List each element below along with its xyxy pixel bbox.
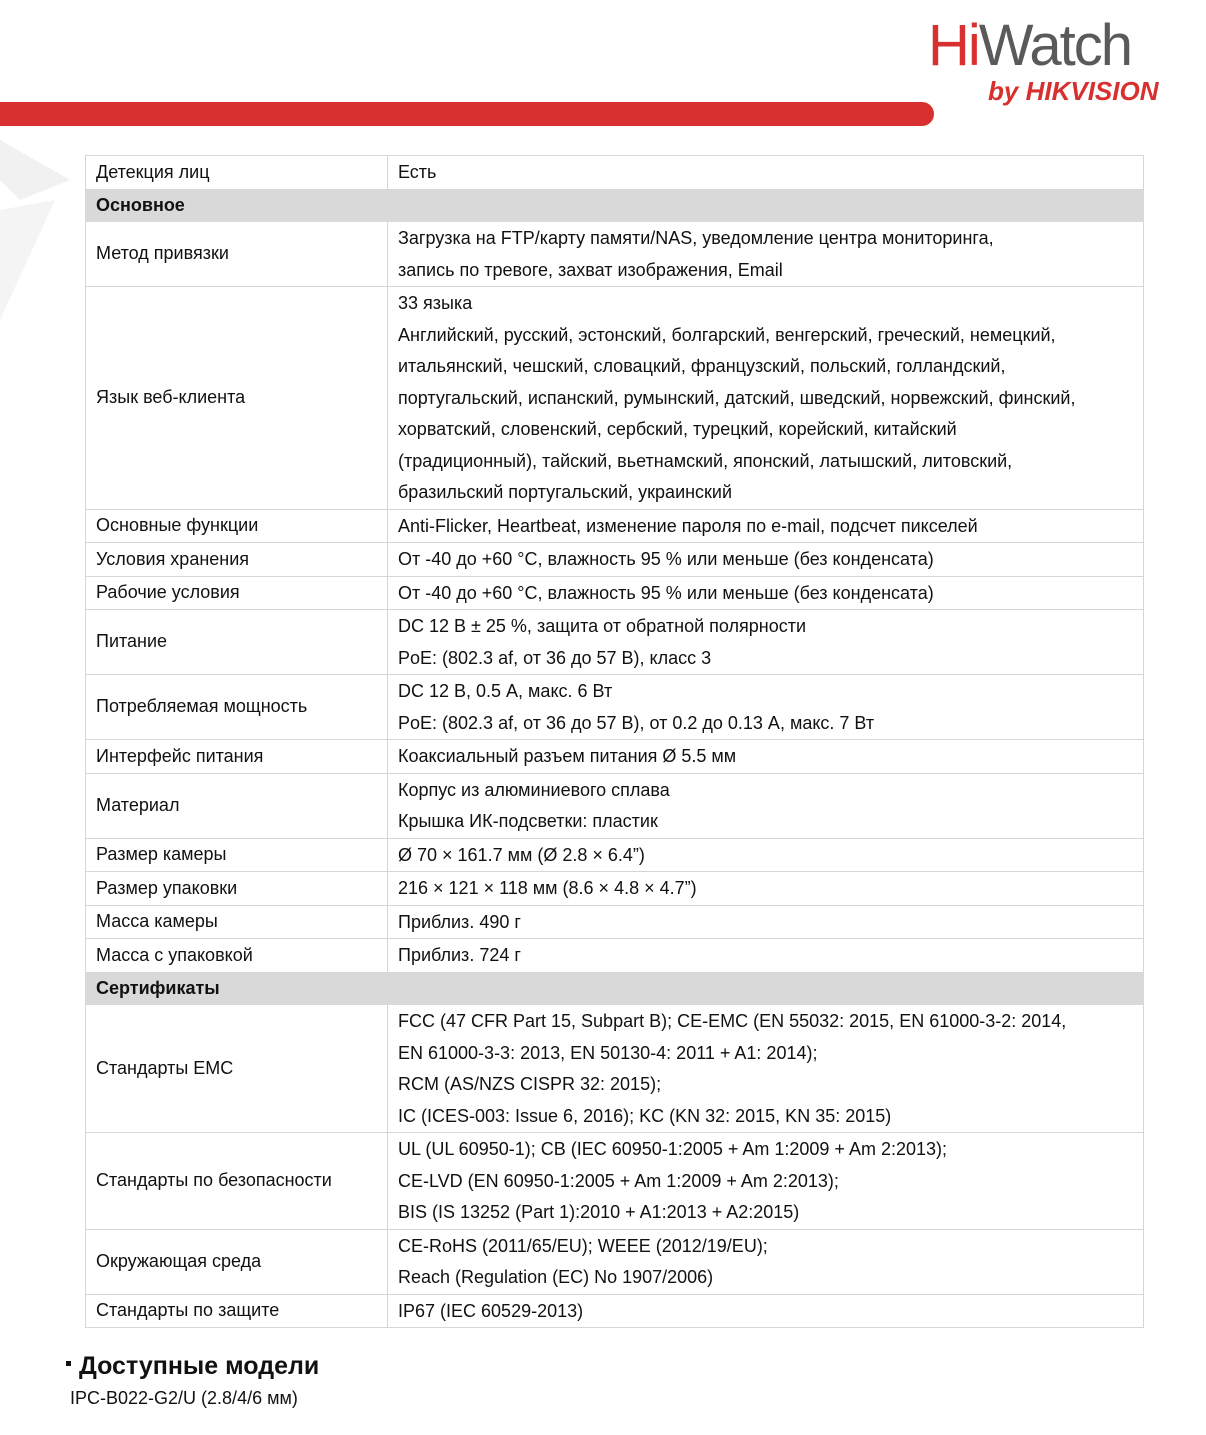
- watermark-shape: [0, 140, 80, 340]
- logo-byline: [988, 76, 1159, 107]
- spec-value: [388, 838, 1144, 872]
- spec-value-line: 216 × 121 × 118 мм (8.6 × 4.8 × 4.7”): [398, 878, 697, 898]
- spec-value-line: хорватский, словенский, сербский, турецкий, корейский, китайский: [398, 419, 957, 439]
- model-item: IPC-B022-G2/U (2.8/4/6 мм): [70, 1388, 298, 1408]
- spec-value: [388, 773, 1144, 838]
- spec-value: [388, 905, 1144, 939]
- logo-by: by: [988, 76, 1019, 106]
- available-models-heading: [66, 1352, 319, 1381]
- spec-row: [86, 675, 1144, 740]
- spec-label: Детекция лиц: [86, 156, 388, 190]
- spec-value: [388, 610, 1144, 675]
- spec-value-line: От -40 до +60 °C, влажность 95 % или меньше (без конденсата): [398, 549, 934, 569]
- spec-value: [388, 872, 1144, 906]
- spec-label: Питание: [86, 610, 388, 675]
- spec-value-line: Anti-Flicker, Heartbeat, изменение пароля по e-mail, подсчет пикселей: [398, 515, 978, 536]
- spec-row: [86, 287, 1144, 510]
- spec-label: Материал: [86, 773, 388, 838]
- spec-value-line: Коаксиальный разъем питания Ø 5.5 мм: [398, 746, 737, 766]
- spec-value-line: От -40 до +60 °C, влажность 95 % или меньше (без конденсата): [398, 582, 934, 603]
- spec-row: [86, 576, 1144, 610]
- spec-row: [86, 222, 1144, 287]
- section-header-row: [86, 189, 1144, 222]
- spec-value-line: Корпус из алюминиевого сплава: [398, 779, 670, 800]
- spec-label: Окружающая среда: [86, 1229, 388, 1294]
- spec-value-line: PoE: (802.3 af, от 36 до 57 В), от 0.2 до 0.13 А, макс. 7 Вт: [398, 712, 875, 733]
- spec-row: [86, 610, 1144, 675]
- spec-value-line: (традиционный), тайский, вьетнамский, японский, латышский, литовский,: [398, 450, 1013, 471]
- spec-label: Стандарты по безопасности: [86, 1133, 388, 1230]
- spec-row: [86, 543, 1144, 577]
- spec-label: Стандарты EMC: [86, 1005, 388, 1133]
- logo-hi: Hi: [928, 13, 979, 78]
- spec-row: [86, 1229, 1144, 1294]
- spec-value: [388, 222, 1144, 287]
- spec-row: [86, 740, 1144, 774]
- spec-value: [388, 1005, 1144, 1133]
- spec-value-line: BIS (IS 13252 (Part 1):2010 + A1:2013 + A2:2015): [398, 1202, 800, 1222]
- spec-value: [388, 675, 1144, 740]
- spec-label: Основные функции: [86, 509, 388, 543]
- spec-label: Размер упаковки: [86, 872, 388, 906]
- spec-value-line: бразильский португальский, украинский: [398, 482, 733, 502]
- spec-row: [86, 156, 1144, 190]
- spec-value-line: запись по тревоге, захват изображения, Email: [398, 259, 783, 280]
- spec-label: Масса камеры: [86, 905, 388, 939]
- spec-value: [388, 576, 1144, 610]
- spec-label: Стандарты по защите: [86, 1294, 388, 1328]
- section-title: Сертификаты: [86, 972, 1144, 1005]
- spec-row: [86, 509, 1144, 543]
- spec-label: Потребляемая мощность: [86, 675, 388, 740]
- spec-row: [86, 838, 1144, 872]
- spec-row: [86, 1005, 1144, 1133]
- spec-value-line: Приблиз. 490 г: [398, 911, 521, 932]
- specifications-table: [85, 155, 1144, 1328]
- spec-value-line: Английский, русский, эстонский, болгарский, венгерский, греческий, немецкий,: [398, 324, 1056, 345]
- bullet-icon: [66, 1361, 71, 1366]
- spec-label: Интерфейс питания: [86, 740, 388, 774]
- spec-value-line: Крышка ИК-подсветки: пластик: [398, 811, 658, 831]
- spec-value-line: CE-RoHS (2011/65/EU); WEEE (2012/19/EU);: [398, 1235, 768, 1256]
- spec-value: [388, 1294, 1144, 1328]
- spec-value-line: Приблиз. 724 г: [398, 945, 521, 965]
- section-title: Основное: [86, 189, 1144, 222]
- brand-bar: [0, 102, 934, 126]
- spec-label: Условия хранения: [86, 543, 388, 577]
- spec-row: [86, 1294, 1144, 1328]
- specifications-body: [86, 156, 1144, 1328]
- spec-value: [388, 287, 1144, 510]
- logo-wordmark: [928, 14, 1131, 78]
- section-header-row: [86, 972, 1144, 1005]
- spec-row: [86, 939, 1144, 973]
- spec-value: [388, 509, 1144, 543]
- spec-value-line: португальский, испанский, румынский, датский, шведский, норвежский, финский,: [398, 387, 1076, 408]
- spec-label: Метод привязки: [86, 222, 388, 287]
- available-models-title: Доступные модели: [79, 1352, 320, 1380]
- spec-value: [388, 939, 1144, 973]
- spec-label: Масса с упаковкой: [86, 939, 388, 973]
- spec-value: [388, 1229, 1144, 1294]
- spec-label: Язык веб-клиента: [86, 287, 388, 510]
- spec-row: [86, 1133, 1144, 1230]
- spec-value-line: 33 языка: [398, 293, 473, 313]
- spec-value-line: EN 61000-3-3: 2013, EN 50130-4: 2011 + A1: 2014);: [398, 1042, 818, 1063]
- spec-value-line: итальянский, чешский, словацкий, французский, польский, голландский,: [398, 356, 1006, 376]
- spec-value-line: DC 12 В, 0.5 А, макс. 6 Вт: [398, 681, 613, 701]
- spec-value: [388, 1133, 1144, 1230]
- logo-hikvision: HIKVISION: [1025, 76, 1159, 106]
- logo-watch: Watch: [978, 13, 1131, 78]
- hiwatch-logo: [928, 14, 1178, 109]
- spec-value-line: DC 12 В ± 25 %, защита от обратной полярности: [398, 616, 807, 636]
- spec-row: [86, 905, 1144, 939]
- spec-value-line: Загрузка на FTP/карту памяти/NAS, уведомление центра мониторинга,: [398, 228, 994, 248]
- spec-row: [86, 872, 1144, 906]
- spec-value-line: IC (ICES-003: Issue 6, 2016); KC (KN 32: 2015, KN 35: 2015): [398, 1105, 892, 1126]
- spec-row: [86, 773, 1144, 838]
- spec-value-line: FCC (47 CFR Part 15, Subpart B); CE-EMC (EN 55032: 2015, EN 61000-3-2: 2014,: [398, 1011, 1067, 1031]
- spec-value-line: UL (UL 60950-1); CB (IEC 60950-1:2005 + Am 1:2009 + Am 2:2013);: [398, 1139, 947, 1159]
- spec-value: [388, 740, 1144, 774]
- spec-label: Размер камеры: [86, 838, 388, 872]
- spec-label: Рабочие условия: [86, 576, 388, 610]
- spec-value-line: Ø 70 × 161.7 мм (Ø 2.8 × 6.4”): [398, 844, 645, 865]
- spec-value: [388, 543, 1144, 577]
- spec-value-line: Есть: [398, 162, 437, 182]
- spec-value-line: RCM (AS/NZS CISPR 32: 2015);: [398, 1074, 662, 1094]
- spec-value-line: PoE: (802.3 af, от 36 до 57 В), класс 3: [398, 647, 712, 668]
- spec-value-line: IP67 (IEC 60529-2013): [398, 1300, 584, 1321]
- spec-value-line: CE-LVD (EN 60950-1:2005 + Am 1:2009 + Am 2:2013);: [398, 1170, 839, 1191]
- spec-value-line: Reach (Regulation (EC) No 1907/2006): [398, 1267, 714, 1287]
- spec-value: [388, 156, 1144, 190]
